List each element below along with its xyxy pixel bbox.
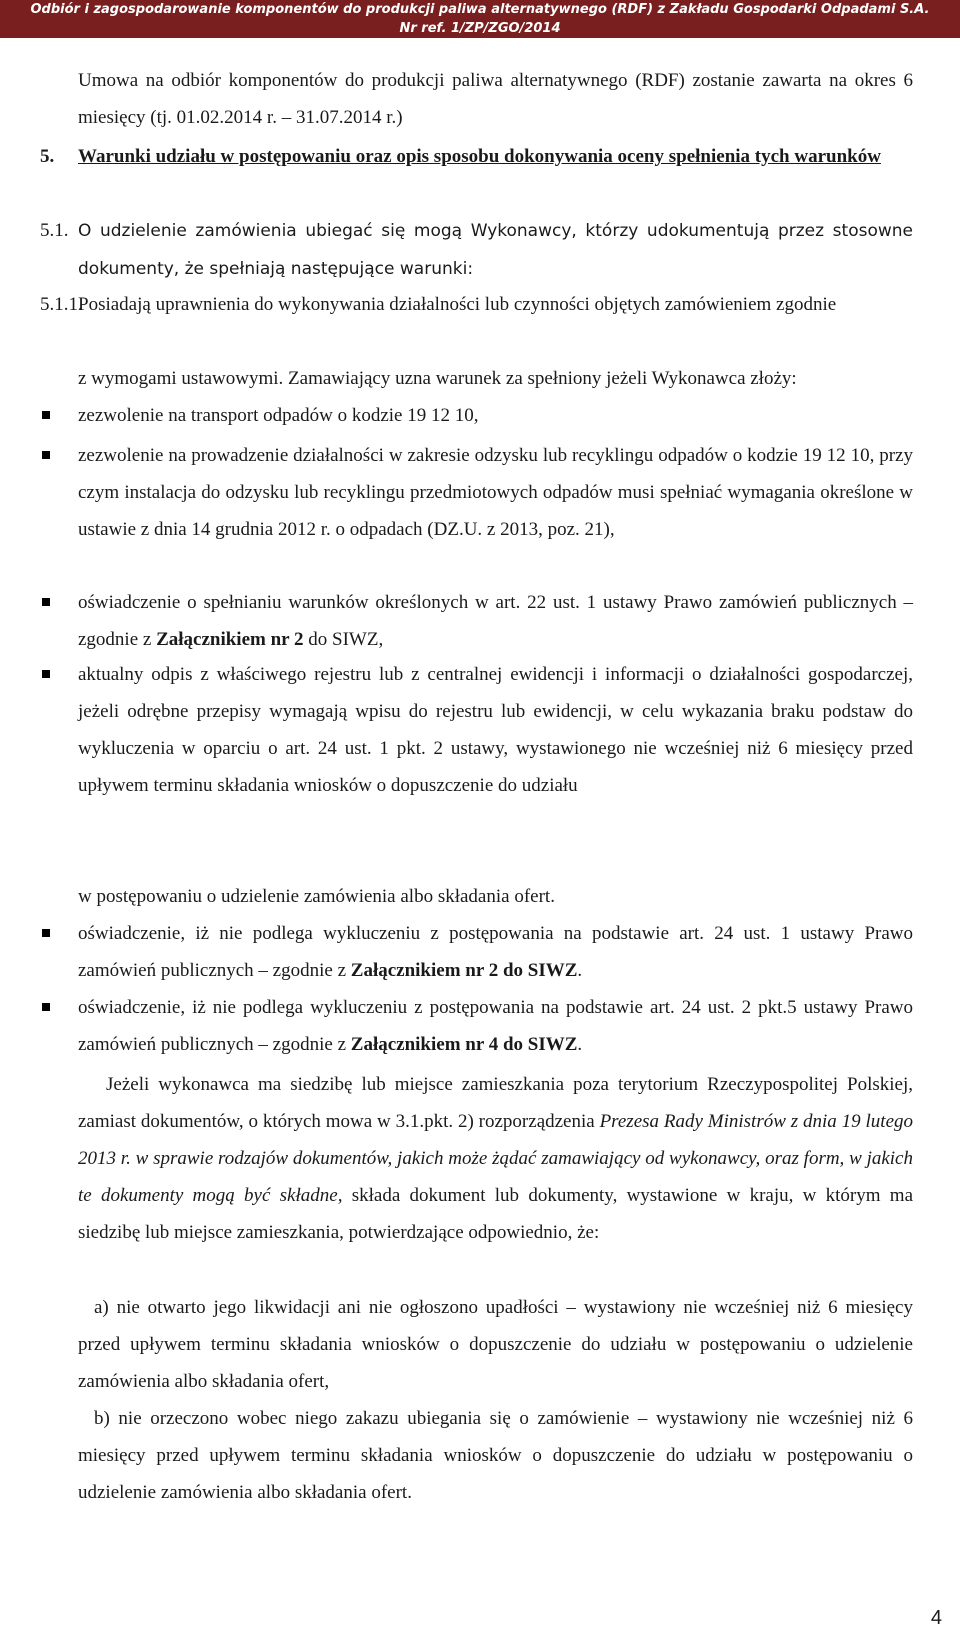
section-5-1-body: O udzielenie zamówienia ubiegać się mogą Wykonawcy, którzy udokumentują przez stosowne dokumenty, że spełniają następujące warunki:: [78, 221, 913, 279]
bullet-6-text: [78, 989, 913, 1063]
bullet-3-attachment: Załącznikiem nr 2: [156, 629, 304, 650]
bullet-marker: [42, 451, 50, 459]
foreign-contractor-paragraph: [78, 1066, 913, 1251]
bullet-1-text: zezwolenie na transport odpadów o kodzie 19 12 10,: [78, 405, 479, 426]
section-5-1-1-number: 5.1.1.: [40, 294, 83, 315]
bullet-3-post: do SIWZ,: [303, 629, 384, 650]
foreign-item-a: a) nie otwarto jego likwidacji ani nie ogłoszono upadłości – wystawiony nie wcześniej niż 6 miesięcy przed upływem terminu składania wniosków o dopuszczenie do udziału w postępowaniu o udzielenie zamówienia albo składania ofert,: [78, 1297, 913, 1392]
section-5-1-number: 5.1.: [40, 220, 69, 241]
bullet-3-pre: oświadczenie o spełnianiu warunków określonych w art. 22 ust. 1 ustawy Prawo zamówień publicznych – zgodnie z: [78, 592, 913, 650]
intro-paragraph: Umowa na odbiór komponentów do produkcji paliwa alternatywnego (RDF) zostanie zawarta na okres 6 miesięcy (tj. 01.02.2014 r. – 31.07.2014 r.): [78, 70, 913, 128]
bullet-5-post: .: [577, 960, 583, 981]
foreign-paragraph-post: składa dokument lub dokumenty, wystawione w kraju, w którym ma siedzibę lub miejsce zamieszkania, potwierdzające odpowiednio, że:: [78, 1185, 914, 1243]
section-5-title: Warunki udziału w postępowaniu oraz opis sposobu dokonywania oceny spełnienia tych warunków: [78, 146, 881, 167]
bullet-5-attachment: Załącznikiem nr 2 do SIWZ: [350, 960, 578, 981]
bullet-4-text-a: aktualny odpis z właściwego rejestru lub z centralnej ewidencji i informacji o działalności gospodarczej, jeżeli odrębne przepisy wymagają wpisu do rejestru lub ewidencji, w celu wykazania braku podstaw do wykluczenia w oparciu o art. 24 ust. 1 pkt. 2 ustawy, wystawionego nie wcześniej niż 6 miesięcy przed upływem terminu składania wniosków o dopuszczenie do udziału: [78, 664, 913, 796]
header-title: Odbiór i zagospodarowanie komponentów do produkcji paliwa alternatywnego (RDF) z Zakładu Gospodarki Odpadami S.A.: [30, 2, 930, 17]
section-5-1-text: [78, 212, 913, 288]
section-5-1-1-text-b: z wymogami ustawowymi. Zamawiający uzna warunek za spełniony jeżeli Wykonawca złoży:: [78, 368, 797, 389]
bullet-6-attachment: Załącznikiem nr 4 do SIWZ: [350, 1034, 578, 1055]
foreign-item-b: b) nie orzeczono wobec niego zakazu ubiegania się o zamówienie – wystawiony nie wcześniej niż 6 miesięcy przed upływem terminu składania wniosków o dopuszczenie do udziału w postępowaniu o udzielenie zamówienia albo składania ofert.: [78, 1408, 913, 1503]
bullet-6-pre: oświadczenie, iż nie podlega wykluczeniu z postępowania na podstawie art. 24 ust. 2 pkt.5 ustawy Prawo zamówień publicznych – zgodnie z: [78, 997, 913, 1055]
section-5-1-1-text-a: Posiadają uprawnienia do wykonywania działalności lub czynności objętych zamówieniem zgodnie: [78, 294, 837, 315]
page-number: 4: [930, 1607, 942, 1629]
bullet-6-post: .: [577, 1034, 583, 1055]
bullet-3-text: [78, 584, 913, 658]
bullet-marker: [42, 929, 50, 937]
document-header: [0, 0, 960, 38]
section-5-number: 5.: [40, 146, 55, 167]
bullet-marker: [42, 1003, 50, 1011]
bullet-5-pre: oświadczenie, iż nie podlega wykluczeniu z postępowania na podstawie art. 24 ust. 1 ustawy Prawo zamówień publicznych – zgodnie z: [78, 923, 913, 981]
header-reference: Nr ref. 1/ZP/ZGO/2014: [399, 21, 561, 36]
regulation-reference: Prezesa Rady Ministrów z dnia 19 lutego 2013 r. w sprawie rodzajów dokumentów, jakich może żądać zamawiający od wykonawcy, oraz form, w jakich te dokumenty mogą być składne,: [78, 1111, 914, 1206]
bullet-4-text-b: w postępowaniu o udzielenie zamówienia albo składania ofert.: [78, 886, 555, 907]
bullet-5-text: [78, 915, 913, 989]
bullet-2-text: zezwolenie na prowadzenie działalności w zakresie odzysku lub recyklingu odpadów o kodzie 19 12 10, przy czym instalacja do odzysku lub recyklingu przedmiotowych odpadów musi spełniać wymagania określone w ustawie z dnia 14 grudnia 2012 r. o odpadach (DZ.U. z 2013, poz. 21),: [78, 445, 913, 540]
bullet-marker: [42, 411, 50, 419]
bullet-marker: [42, 598, 50, 606]
bullet-marker: [42, 670, 50, 678]
foreign-paragraph-pre: Jeżeli wykonawca ma siedzibę lub miejsce zamieszkania poza terytorium Rzeczypospolitej Polskiej, zamiast dokumentów, o których mowa w 3.1.pkt. 2) rozporządzenia: [78, 1074, 913, 1132]
